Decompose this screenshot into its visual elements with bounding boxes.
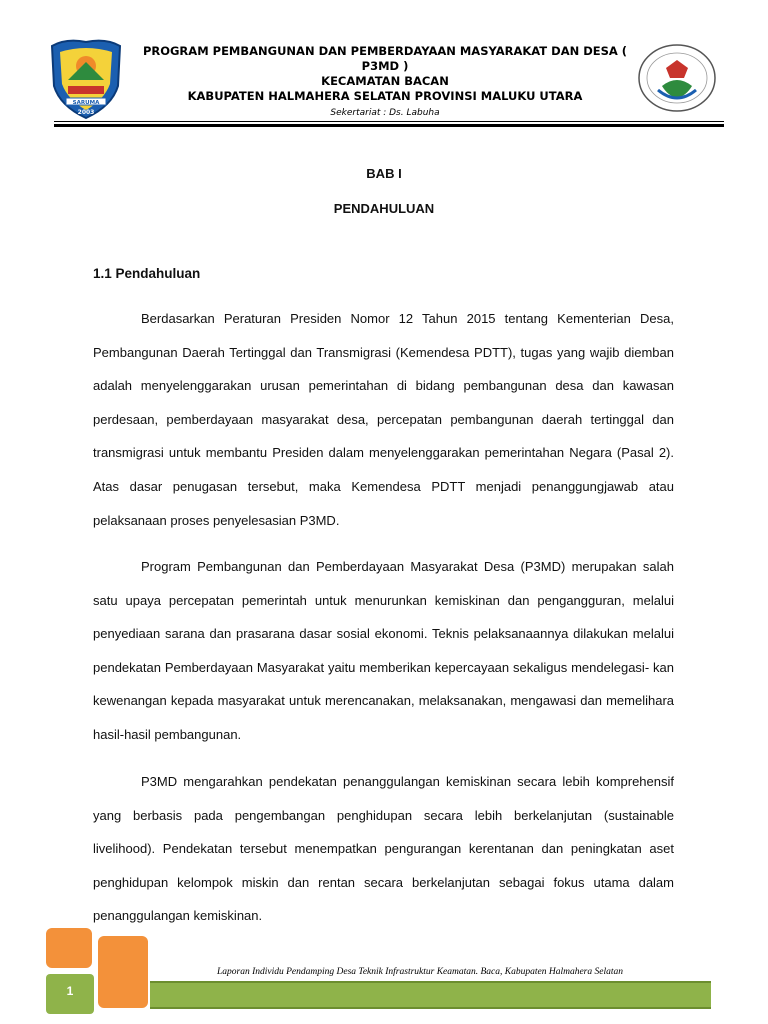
emblem-year: 2003 <box>77 109 95 116</box>
footer-caption: Laporan Individu Pendamping Desa Teknik Infrastruktur Keamatan. Baca, Kabupaten Halmahera Selatan <box>216 967 623 977</box>
letterhead-line-district: KECAMATAN BACAN <box>321 74 449 88</box>
emblem-motto: SARUMA <box>72 100 100 106</box>
header-rule-thick <box>54 124 724 127</box>
paragraph-2: Program Pembangunan dan Pemberdayaan Masyarakat Desa (P3MD) merupakan salah satu upaya percepatan pemerintah untuk menurunkan kemiskinan dan pengangguran, melalui penyediaan sarana dan prasarana dasar sosial ekonomi. Teknis pelaksanaannya dilakukan melalui pendekatan Pemberdayaan Masyarakat yaitu memberikan kepercayaan sekaligus mendelegasi- kan kewenangan kepada masyarakat untuk merencanakan, melaksanakan, mengawasi dan memelihara hasil-hasil pembangunan. <box>93 559 674 742</box>
letterhead-line-regency: KABUPATEN HALMAHERA SELATAN PROVINSI MALUKU UTARA <box>187 89 583 103</box>
secretariat-line: Sekertariat : Ds. Labuha <box>330 108 440 118</box>
letterhead-title <box>130 44 640 104</box>
page-number: 1 <box>66 984 74 998</box>
letterhead <box>0 0 768 130</box>
header-rule-thin <box>54 121 724 122</box>
paragraph-1: Berdasarkan Peraturan Presiden Nomor 12 Tahun 2015 tentang Kementerian Desa, Pembangunan Daerah Tertinggal dan Transmigrasi (Kemendesa PDTT), tugas yang wajib diemban adalah menyelenggarakan urusan pemerintahan di bidang pembangunan desa dan kawasan perdesaan, pemberdayaan masyarakat desa, percepatan pembangunan daerah tertinggal dan transmigrasi untuk membantu Presiden dalam menyelenggarakan pemerintahan Negara (Pasal 2). Atas dasar penugasan tersebut, maka Kemendesa PDTT menjadi penanggungjawab atau pelaksanaan proses penyelesasian P3MD. <box>93 311 674 528</box>
section-heading: 1.1 Pendahuluan <box>93 266 201 281</box>
chapter-number: BAB I <box>366 166 402 181</box>
ministry-logo-icon <box>636 42 718 114</box>
footer-green-bar <box>150 981 711 1009</box>
footer-decor-orange-square-small <box>46 928 92 968</box>
letterhead-line-program: PROGRAM PEMBANGUNAN DAN PEMBERDAYAAN MASYARAKAT DAN DESA ( P3MD ) <box>142 44 628 73</box>
chapter-title: PENDAHULUAN <box>333 201 435 216</box>
paragraph-3: P3MD mengarahkan pendekatan penanggulangan kemiskinan secara lebih komprehensif yang berbasis pada pengembangan penghidupan secara lebih berkelanjutan (sustainable livelihood). Pendekatan tersebut menempatkan pengurangan kerentanan dan peningkatan aset penghidupan kelompok miskin dan rentan secara berkelanjutan sebagai fokus utama dalam penanggulangan kemiskinan. <box>93 774 674 924</box>
regency-emblem-icon <box>46 36 126 120</box>
